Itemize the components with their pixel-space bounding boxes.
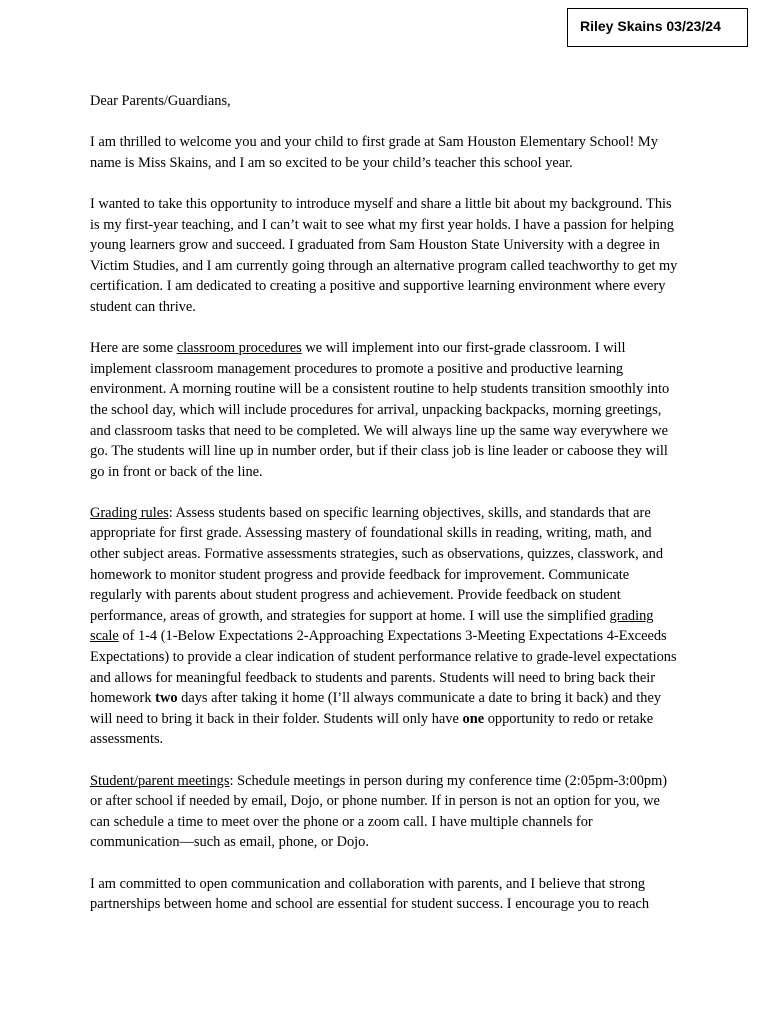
background-paragraph: I wanted to take this opportunity to introduce myself and share a little bit about my background. This is my first-year teaching, and I can’t wait to see what my first year holds. I have a passion for helping young learners grow and succeed. I graduated from Sam Houston State University with a degree in Victim Studies, and I am currently going through an alternative program called teachworthy to get my certification. I am dedicated to creating a positive and supportive learning environment where every student can thrive. (90, 195, 678, 315)
grading-body-3: days after taking it home (I’ll always communicate a date to bring it back) and they will need to bring it back in their folder. Students will only have (90, 690, 662, 727)
meetings-heading: Student/parent meetings (90, 772, 230, 789)
name-date-box (567, 8, 748, 47)
classroom-procedures-link: classroom procedures (176, 340, 302, 357)
grading-body-1: : Assess students based on specific learning objectives, skills, and standards that are appropriate for first grade. Assessing mastery of foundational skills in reading, writing, math, and other subject areas. Formative assessments strategies, such as observations, quizzes, classwork, and homework to monitor student progress and provide feedback for improvement. Communicate regularly with parents about student progress and achievement. Provide feedback on student performance, areas of growth, and strategies for support at home. I will use the simplified (90, 504, 664, 624)
procedures-body: we will implement into our first-grade classroom. I will implement classroom management procedures to promote a positive and productive learning environment. A morning routine will be a consistent routine to help students transition smoothly into the school day, which will include procedures for arrival, unpacking backpacks, morning greetings, and classroom tasks that need to be completed. We will always line up the same way everywhere we go. The students will line up in number order, but if their class job is line leader or caboose they will go in front or back of the line. (90, 340, 670, 480)
grading-scale-link: grading scale (90, 607, 654, 645)
procedures-paragraph (90, 338, 682, 482)
salutation: Dear Parents/Guardians, (90, 93, 231, 109)
intro-paragraph: I am thrilled to welcome you and your child to first grade at Sam Houston Elementary School! My name is Miss Skains, and I am so excited to be your child’s teacher this school year. (90, 134, 658, 171)
procedures-lead: Here are some (90, 340, 177, 357)
name-date-text: Riley Skains 03/23/24 (580, 18, 721, 34)
meetings-body: : Schedule meetings in person during my conference time (2:05pm-3:00pm) or after school if needed by email, Dojo, or phone number. If in person is not an option for you, we can schedule a time to meet over the phone or a zoom call. I have multiple channels for communication—such as email, phone, or Dojo. (90, 772, 668, 851)
grading-body-4: opportunity to redo or retake assessments. (90, 710, 654, 748)
grading-body-2: of 1-4 (1-Below Expectations 2-Approaching Expectations 3-Meeting Expectations 4-Exceeds Expectations) to provide a clear indication of student performance relative to grade-level expectations and allows for meaningful feedback to students and parents. Students will need to bring back their homework (90, 628, 677, 707)
letter-body (90, 91, 682, 935)
closing-paragraph: I am committed to open communication and collaboration with parents, and I believe that strong partnerships between home and school are essential for student success. I encourage you to reach (90, 875, 650, 913)
homework-days-bold: two (155, 690, 178, 707)
grading-paragraph (90, 503, 682, 750)
retake-count-bold: one (462, 710, 485, 727)
meetings-paragraph (90, 771, 682, 853)
grading-rules-heading: Grading rules (90, 504, 169, 521)
